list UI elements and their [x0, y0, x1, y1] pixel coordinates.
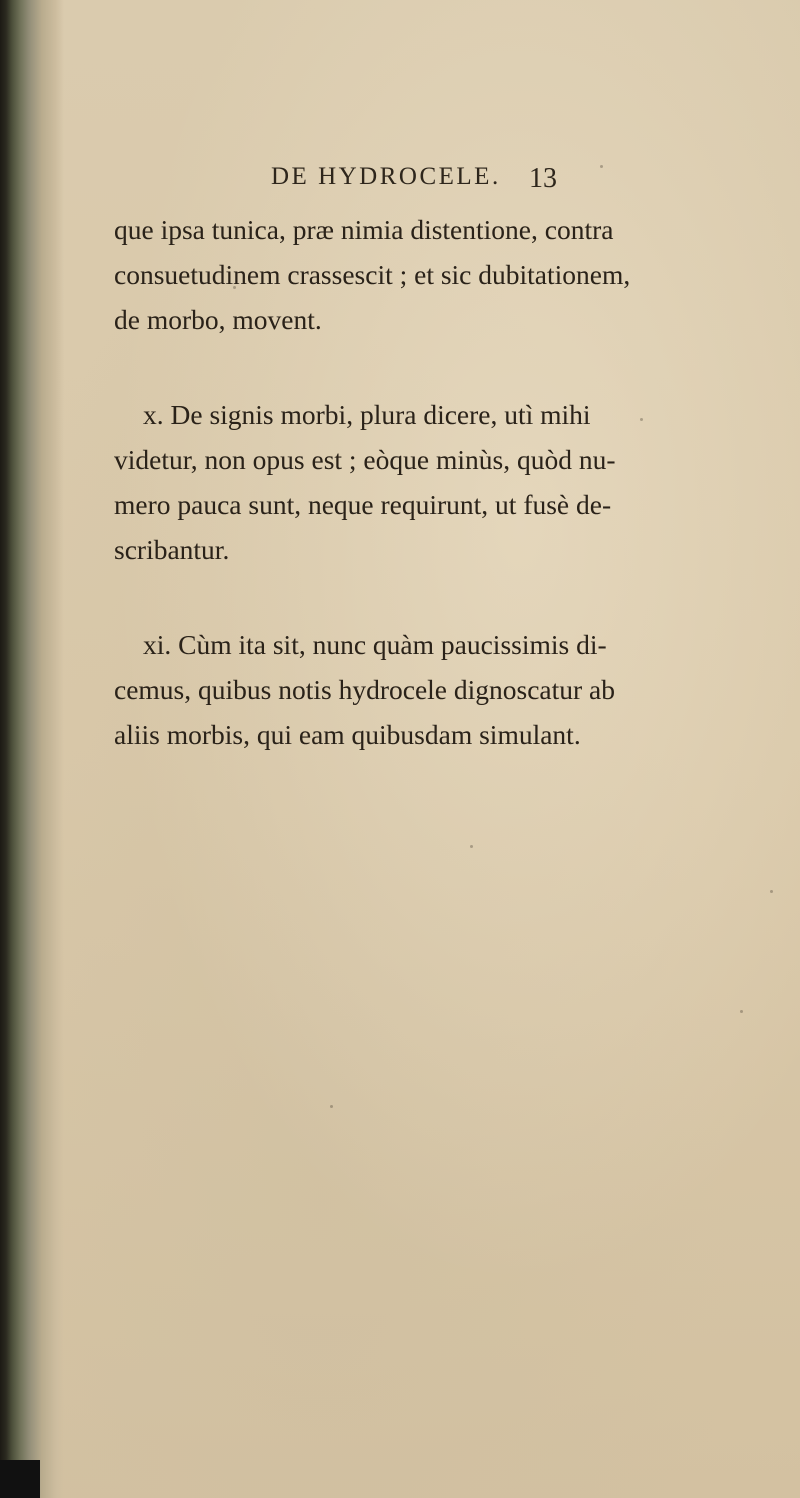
text-line: de morbo, movent.	[114, 304, 322, 335]
text-line: videtur, non opus est ; eòque minùs, quòd nu-	[114, 444, 616, 475]
text-line: mero pauca sunt, neque requirunt, ut fusè de-	[114, 489, 612, 520]
paper-speck	[640, 418, 643, 421]
book-binding-edge	[0, 0, 64, 1498]
text-line: que ipsa tunica, præ nimia distentione, contra	[114, 214, 614, 245]
text-line: consuetudinem crassescit ; et sic dubitationem,	[114, 259, 631, 290]
paper-speck	[770, 890, 773, 893]
body-text	[114, 207, 714, 757]
paper-speck	[600, 165, 603, 168]
paragraph-gap	[114, 572, 714, 622]
running-head	[0, 163, 800, 203]
paper-speck	[233, 286, 236, 289]
text-line: aliis morbis, qui eam quibusdam simulant.	[114, 719, 581, 750]
text-line: scribantur.	[114, 534, 230, 565]
binding-corner-shadow	[0, 1460, 40, 1498]
paper-speck	[740, 1010, 743, 1013]
paper-speck	[470, 845, 473, 848]
paragraph-gap	[114, 342, 714, 392]
paragraph-continuation	[114, 207, 714, 342]
text-line: xi. Cùm ita sit, nunc quàm paucissimis di-	[143, 629, 607, 660]
text-line: cemus, quibus notis hydrocele dignoscatur ab	[114, 674, 616, 705]
paragraph-section-x	[114, 392, 714, 572]
text-line: x. De signis morbi, plura dicere, utì mihi	[143, 399, 591, 430]
page-number: 13	[529, 163, 557, 194]
paper-speck	[330, 1105, 333, 1108]
paragraph-section-xi	[114, 622, 714, 757]
running-title: DE HYDROCELE.	[271, 163, 501, 190]
